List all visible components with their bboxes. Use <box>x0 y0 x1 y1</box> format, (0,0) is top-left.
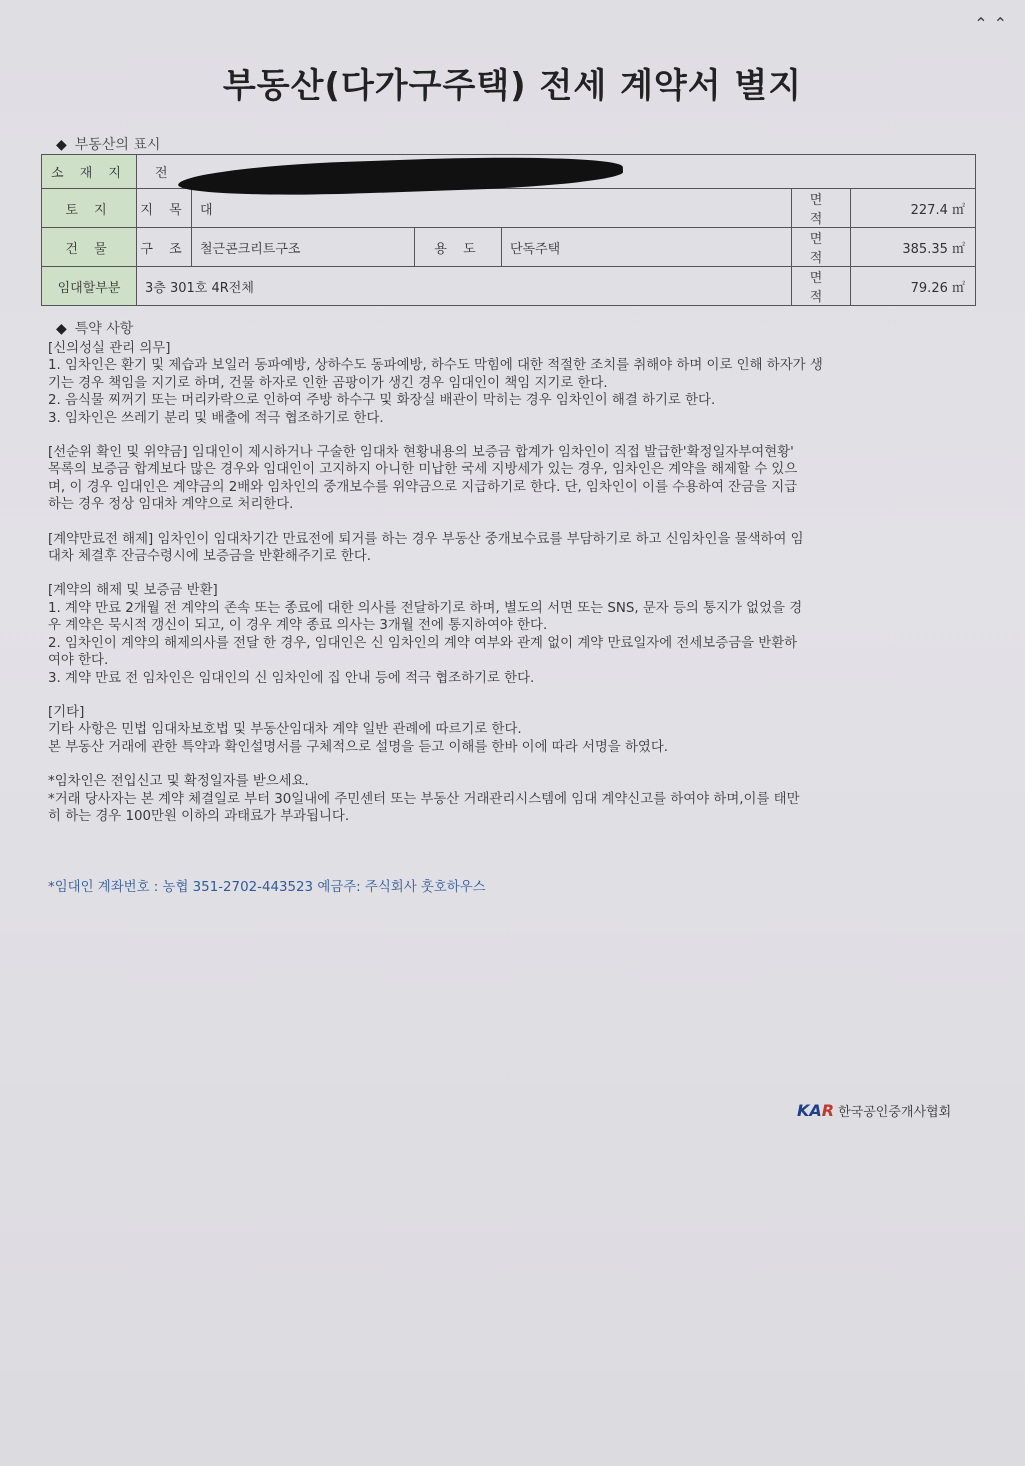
account-info: *임대인 계좌번호 : 농협 351-2702-443523 예금주: 주식회사 훗호하우스 <box>48 880 486 895</box>
term-line: 목록의 보증금 합계보다 많은 경우와 임대인이 고지하지 아니한 미납한 국세 지방세가 있는 경우, 임차인은 계약을 해제할 수 있으 <box>48 462 798 478</box>
structure-value: 철근콘크리트구조 <box>192 228 415 267</box>
term-line: 1. 임차인은 환기 및 제습과 보일러 동파예방, 상하수도 동파예방, 하수도 막힘에 대한 적절한 조치를 취해야 하며 이로 인해 하자가 생 <box>48 358 823 374</box>
term-line: 우 계약은 묵시적 갱신이 되고, 이 경우 계약 종료 의사는 3개월 전에 통지하여야 한다. <box>48 618 548 634</box>
term-line: [계약만료전 해제] 임차인이 임대차기간 만료전에 퇴거를 하는 경우 부동산 중개보수료를 부담하기로 하고 신임차인을 물색하여 임 <box>48 531 804 547</box>
term-line: *임차인은 전입신고 및 확정일자를 받으세요. <box>48 774 309 790</box>
land-sub-label: 지 목 <box>137 189 192 228</box>
spacer <box>48 687 968 704</box>
lease-area-value: 79.26 ㎡ <box>851 267 976 306</box>
diamond-icon: ◆ <box>56 321 67 337</box>
land-value: 대 <box>192 189 792 228</box>
spacer <box>48 514 968 531</box>
term-line: 본 부동산 거래에 관한 특약과 확인설명서를 구체적으로 설명을 듣고 이해를 한바 이에 따라 서명을 하였다. <box>48 739 669 755</box>
term-line: [신의성실 관리 의무] <box>48 341 171 356</box>
section-property-label: 부동산의 표시 <box>74 137 161 153</box>
spacer <box>48 565 968 582</box>
term-line: 2. 임차인이 계약의 해제의사를 전달 한 경우, 임대인은 신 임차인의 계약 여부와 관계 없이 계약 만료일자에 전세보증금을 반환하 <box>48 635 798 651</box>
lease-value: 3층 301호 4R전체 <box>137 267 792 306</box>
corner-mark: ⌃⌃ <box>974 14 1013 33</box>
logo-mark <box>797 1101 834 1120</box>
use-label: 용 도 <box>415 228 502 267</box>
term-line: 하는 경우 정상 임대차 계약으로 처리한다. <box>48 497 294 513</box>
logo-mark-b: R <box>821 1101 835 1120</box>
table-row-lease <box>42 267 976 306</box>
term-line: [계약의 해제 및 보증금 반환] <box>48 583 218 599</box>
table-row-building <box>42 228 976 267</box>
land-area-label: 면 적 <box>792 189 851 228</box>
logo-mark-a: KA <box>797 1101 822 1120</box>
term-line: [기타] <box>48 704 85 720</box>
term-line: 여야 한다. <box>48 653 109 669</box>
term-line: 3. 임차인은 쓰레기 분리 및 배출에 적극 협조하기로 한다. <box>48 410 384 426</box>
spacer <box>48 756 968 773</box>
term-line: 1. 계약 만료 2개월 전 계약의 존속 또는 종료에 대한 의사를 전달하기로 하며, 별도의 서면 또는 SNS, 문자 등의 통지가 없었을 경 <box>48 600 803 616</box>
term-line: 대차 체결후 잔금수령시에 보증금을 반환해주기로 한다. <box>48 549 372 565</box>
land-area-value: 227.4 ㎡ <box>851 189 976 228</box>
lease-area-label: 면 적 <box>792 267 851 306</box>
term-line: 2. 음식물 찌꺼기 또는 머리카락으로 인하여 주방 하수구 및 화장실 배관이 막히는 경우 임차인이 해결 하기로 한다. <box>48 393 716 409</box>
term-line: [선순위 확인 및 위약금] 임대인이 제시하거나 구술한 임대차 현황내용의 보증금 합계가 임차인이 직접 발급한'확정일자부여현황' <box>48 445 794 461</box>
section-special-label: 특약 사항 <box>74 321 134 337</box>
lease-label: 임대할부분 <box>42 267 137 306</box>
use-value: 단독주택 <box>502 228 792 267</box>
association-name: 한국공인중개사협회 <box>838 1105 952 1120</box>
building-label: 건 물 <box>42 228 137 267</box>
building-area-label: 면 적 <box>792 228 851 267</box>
building-area-value: 385.35 ㎡ <box>851 228 976 267</box>
term-line: 3. 계약 만료 전 임차인은 임대인의 신 임차인에 집 안내 등에 적극 협조하기로 한다. <box>48 670 535 686</box>
section-special-heading <box>56 318 133 338</box>
special-terms <box>48 340 968 825</box>
term-line: 기타 사항은 민법 임대차보호법 및 부동산임대차 계약 일반 관례에 따르기로 한다. <box>48 722 522 738</box>
structure-label: 구 조 <box>137 228 192 267</box>
document-title: 부동산(다가구주택) 전세 계약서 별지 <box>222 66 803 106</box>
term-line: *거래 당사자는 본 계약 체결일로 부터 30일내에 주민센터 또는 부동산 거래관리시스템에 임대 계약신고를 하여야 하며,이를 태만 <box>48 791 800 807</box>
location-label: 소 재 지 <box>42 155 137 189</box>
location-value: 전 <box>137 155 976 189</box>
table-row-land <box>42 189 976 228</box>
spacer <box>48 427 968 444</box>
term-line: 기는 경우 책임을 지기로 하며, 건물 하자로 인한 곰팡이가 생긴 경우 임대인이 책임 지기로 한다. <box>48 375 608 391</box>
land-label: 토 지 <box>42 189 137 228</box>
association-logo <box>797 1101 951 1120</box>
term-line: 히 하는 경우 100만원 이하의 과태료가 부과됩니다. <box>48 808 350 824</box>
section-property-heading <box>56 134 160 154</box>
term-line: 며, 이 경우 임대인은 계약금의 2배와 임차인의 중개보수를 위약금으로 지급하기로 한다. 단, 임차인이 이를 수용하여 잔금을 지급 <box>48 479 798 495</box>
diamond-icon: ◆ <box>56 137 67 153</box>
